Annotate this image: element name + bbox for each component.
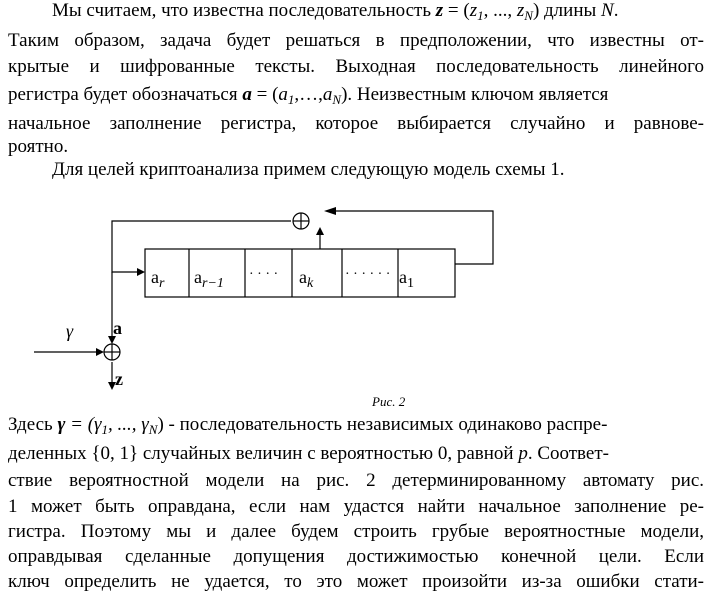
subscript: N [332, 92, 342, 107]
p1-line5: начальное заполнение регистра, которое выбирается случайно и равнове- [8, 113, 704, 134]
cell-ar: $a_r$ [151, 267, 165, 291]
subscript: 1 [477, 8, 484, 23]
p3-line7: ключ определить не удается, то это может произойти из-за ошибки стати- [8, 571, 704, 592]
zN-symbol: z [516, 0, 525, 21]
p2-line1: Для целей криптоанализа примем следующую модель схемы 1. [52, 159, 565, 180]
a1-symbol: a [278, 84, 288, 105]
a-label: a [113, 318, 122, 338]
text: = ( [251, 84, 279, 105]
subscript: 1 [101, 422, 109, 437]
gamma-symbol: γ [57, 414, 66, 435]
z-symbol: z [435, 0, 444, 21]
p1-line2: Таким образом, задача будет решаться в предположении, что известны от- [8, 30, 704, 51]
text: деленных {0, 1} случайных величин с вероятностью 0, равной [8, 443, 519, 464]
cell-dots1: · · · · [249, 267, 279, 282]
p-symbol: p [518, 443, 528, 464]
subscript: N [524, 8, 533, 23]
a-symbol: a [242, 84, 252, 105]
p1-line6: роятно. [8, 136, 69, 157]
aN-symbol: a [322, 84, 333, 105]
text: ,…, [294, 84, 323, 105]
figure-caption: Рис. 2 [372, 394, 406, 409]
text: = ( [443, 0, 470, 21]
text: = ( [65, 414, 95, 435]
text: , ..., [108, 414, 142, 435]
feedback-line [336, 211, 493, 264]
z1-symbol: z [469, 0, 478, 21]
z-label: z [115, 369, 123, 389]
text: ). Неизвестным ключом является [341, 84, 609, 105]
arrowhead-up [316, 227, 324, 235]
gamma-label: γ [66, 321, 74, 341]
arrowhead-right-gamma [96, 348, 104, 356]
gammaN-symbol: γ [141, 414, 149, 435]
p3-line3: ствие вероятностной модели на рис. 2 детерминированному автомату рис. [8, 470, 704, 491]
p3-line4: 1 может быть оправдана, если нам удастся найти начальное заполнение ре- [8, 496, 704, 517]
cell-ar1: $a_{r-1}$ [194, 267, 224, 291]
N-symbol: N [601, 0, 614, 21]
p3-line1 [8, 414, 704, 437]
gamma1-symbol: γ [94, 414, 102, 435]
text: , ..., [483, 0, 517, 21]
text: ) - последовательность независимых одинаково распре- [157, 414, 608, 435]
feedback-to-input-line [112, 221, 291, 272]
subscript: N [148, 422, 158, 437]
p3-line6: оправдывая сделанные допущения достижимостью конечной цели. Если [8, 546, 704, 567]
text: . Соответ- [527, 443, 609, 464]
p3-line5: гистра. Поэтому мы и далее будем строить грубые вероятностные модели, [8, 521, 704, 542]
cell-ak: $a_k$ [299, 267, 314, 291]
text: Здесь [8, 414, 58, 435]
text: ) длины [532, 0, 602, 21]
arrowhead-right [137, 268, 145, 276]
p3-line2 [8, 443, 704, 465]
p1-line3: крытые и шифрованные тексты. Выходная последовательность линейного [8, 56, 704, 77]
text: Мы считаем, что известна последовательность [52, 0, 436, 21]
arrowhead-left [324, 207, 336, 215]
cell-a1: $a_1$ [399, 267, 414, 291]
cell-dots2: · · · · · · [345, 267, 391, 282]
text: регистра будет обозначаться [8, 84, 243, 105]
text: . [613, 0, 619, 21]
subscript: 1 [287, 92, 295, 107]
